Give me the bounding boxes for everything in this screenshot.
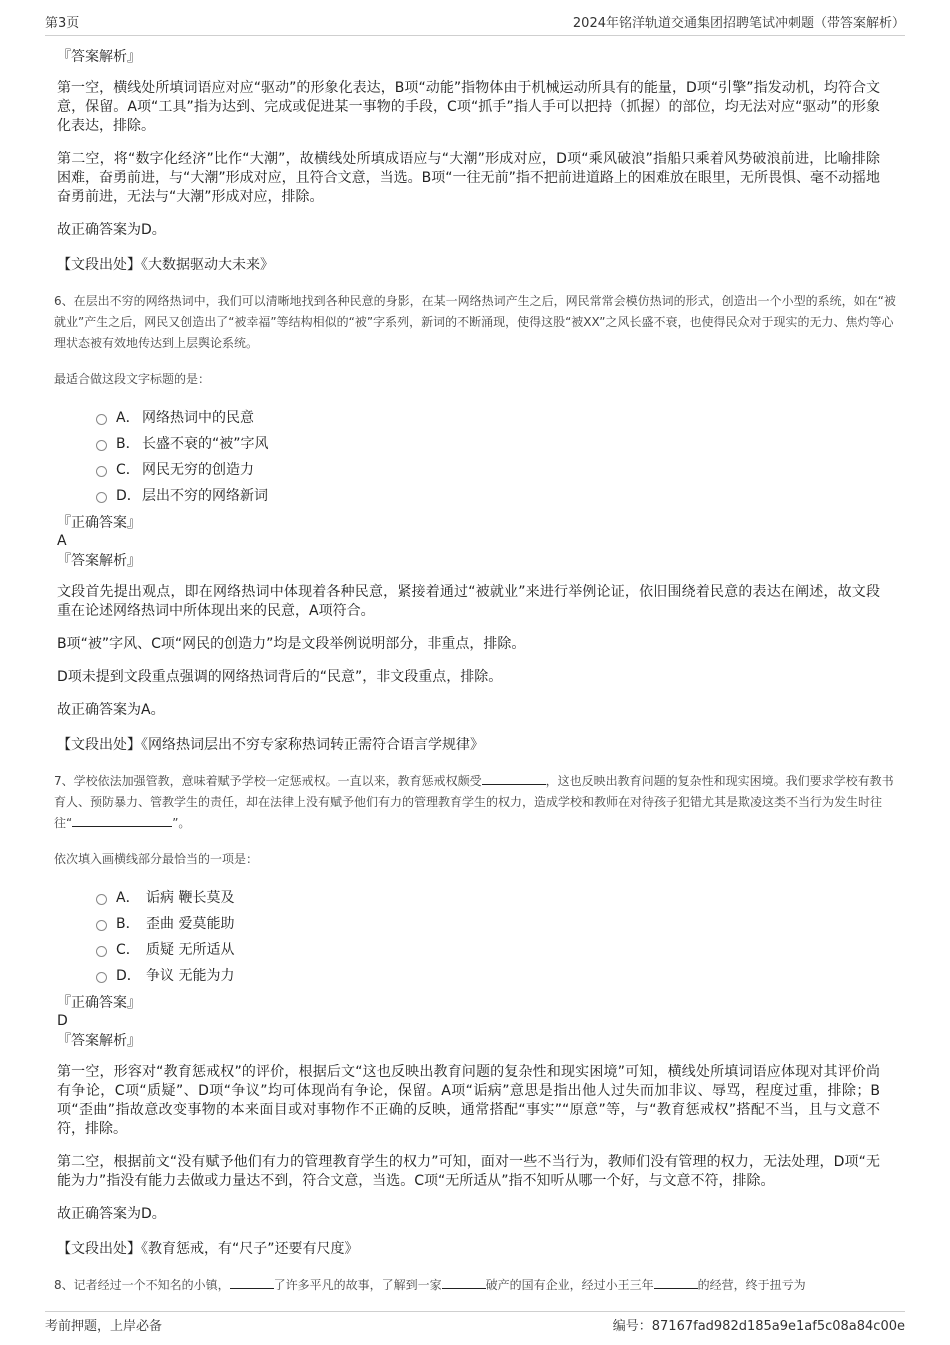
fill-blank (442, 1276, 486, 1289)
q6-correct-label: 『正确答案』 (57, 515, 141, 531)
option-letter: B． (116, 436, 140, 452)
radio-icon[interactable] (96, 414, 107, 425)
q8-text-part2: 了许多平凡的故事，了解到一家 (273, 1278, 442, 1292)
q5-analysis-p2: 第二空，将“数字化经济”比作“大潮”，故横线处所填成语应与“大潮”形成对应，D项“乘风破浪”指船只乘着风势破浪前进，比喻排除困难，奋勇前进，与“大潮”形成对应，且符合文意，当选。B项“一往无前”指不把前进道路上的困难放在眼里，无所畏惧、毫不动摇地奋勇前进，无法与“大潮”形成对应，排除。 (57, 151, 880, 205)
q5-source: 【文段出处】《大数据驱动大未来》 (57, 257, 274, 273)
q6-text: 6、在层出不穷的网络热词中，我们可以清晰地找到各种民意的身影，在某一网络热词产生之后，网民常常会模仿热词的形式，创造出一个小型的系统，如在“被就业”产生之后，网民又创造出了“被幸福”等结构相似的“被”字系列，新词的不断涌现，使得这股“被XX”之风长盛不衰，也使得民众对于现实的无力、焦灼等心理状态被有效地传达到上层舆论系统。 (54, 294, 896, 350)
q7-text-part1: 7、学校依法加强管教，意味着赋予学校一定惩戒权。一直以来，教育惩戒权颇受 (54, 774, 482, 788)
q6-option-c[interactable] (96, 456, 900, 482)
q7-source: 【文段出处】《教育惩戒，有“尺子”还要有尺度》 (57, 1241, 359, 1257)
q5-analysis-p1: 第一空，横线处所填词语应对应“驱动”的形象化表达，B项“动能”指物体由于机械运动所具有的能量，D项“引擎”指发动机，均符合文意，保留。A项“工具”指为达到、完成或促进某一事物的手段，C项“抓手”指人手可以把持（抓握）的部位，均无法对应“驱动”的形象化表达，排除。 (57, 80, 880, 134)
main-content (54, 46, 900, 1296)
q6-source: 【文段出处】《网络热词层出不穷专家称热词转正需符合语言学规律》 (57, 737, 484, 753)
page-number: 第3页 (45, 16, 80, 31)
fill-blank (654, 1276, 698, 1289)
q6-analysis-p1: 文段首先提出观点，即在网络热词中体现着各种民意，紧接着通过“被就业”来进行举例论证，依旧围绕着民意的表达在阐述，故文段重在论述网络热词中所体现出来的民意，A项符合。 (57, 584, 880, 619)
footer-slogan: 考前押题，上岸必备 (45, 1319, 163, 1334)
option-letter: C． (116, 942, 140, 958)
q6-analysis-p3: D项未提到文段重点强调的网络热词背后的“民意”，非文段重点，排除。 (57, 669, 503, 685)
q7-text (54, 771, 900, 834)
q8-text (54, 1275, 900, 1296)
q7-text-part2: ，这也反映出教育问题的复杂性和现实困境。我们要求学校有教书育人、预防暴力、管教学生的责任，却在法律上没有赋予他们有力的管理教育学生的权力，造成学校和教师在对待孩子犯错尤其是欺凌这类不当行为发生时往往“ (54, 774, 894, 830)
q7-option-c[interactable] (96, 936, 900, 962)
page-footer (45, 1311, 905, 1334)
page-header (45, 12, 905, 36)
q8-text-part1: 8、记者经过一个不知名的小镇， (54, 1278, 230, 1292)
q6-analysis-p2: B项“被”字风、C项“网民的创造力”均是文段举例说明部分，非重点，排除。 (57, 636, 526, 652)
option-text: 层出不穷的网络新词 (142, 488, 268, 504)
q7-analysis-label: 『答案解析』 (57, 1033, 141, 1049)
q8-text-part4: 的经营，终于扭亏为 (697, 1278, 806, 1292)
q5-conclusion: 故正确答案为D。 (57, 222, 166, 238)
q7-prompt: 依次填入画横线部分最恰当的一项是： (54, 852, 259, 866)
option-text: 质疑 无所适从 (146, 942, 235, 958)
option-text: 网民无穷的创造力 (142, 462, 254, 478)
option-text: 争议 无能为力 (146, 968, 235, 984)
radio-icon[interactable] (96, 894, 107, 905)
option-letter: D． (116, 488, 141, 504)
q6-analysis-label: 『答案解析』 (57, 553, 141, 569)
q7-option-a[interactable] (96, 884, 900, 910)
q6-option-b[interactable] (96, 430, 900, 456)
q8-text-part3: 破产的国有企业，经过小王三年 (485, 1278, 654, 1292)
q6-prompt: 最适合做这段文字标题的是： (54, 372, 211, 386)
radio-icon[interactable] (96, 492, 107, 503)
q7-correct-answer: D (57, 1013, 68, 1029)
fill-blank (230, 1276, 274, 1289)
q7-option-b[interactable] (96, 910, 900, 936)
q6-options (96, 404, 900, 508)
radio-icon[interactable] (96, 920, 107, 931)
option-letter: A． (116, 890, 140, 906)
document-id: 编号：87167fad982d185a9e1af5c08a84c00e (612, 1319, 905, 1334)
option-letter: C． (116, 462, 140, 478)
fill-blank (482, 772, 546, 785)
option-text: 歪曲 爱莫能助 (146, 916, 235, 932)
option-text: 长盛不衰的“被”字风 (142, 436, 269, 452)
option-letter: A． (116, 410, 140, 426)
q5-analysis-label: 『答案解析』 (57, 49, 141, 65)
q7-analysis-p1: 第一空，形容对“教育惩戒权”的评价，根据后文“这也反映出教育问题的复杂性和现实困境”可知，横线处所填词语应体现对其评价尚有争论，C项“质疑”、D项“争议”均可体现尚有争论，保留。A项“诟病”意思是指出他人过失而加非议、辱骂，程度过重，排除；B项“歪曲”指故意改变事物的本来面目或对事物作不正确的反映，通常搭配“事实”“原意”等，与“教育惩戒权”搭配不当，且与文意不符，排除。 (57, 1064, 880, 1137)
option-text: 诟病 鞭长莫及 (146, 890, 235, 906)
radio-icon[interactable] (96, 440, 107, 451)
q6-option-a[interactable] (96, 404, 900, 430)
q7-analysis-p2: 第二空，根据前文“没有赋予他们有力的管理教育学生的权力”可知，面对一些不当行为，教师们没有管理的权力，无法处理，D项“无能为力”指没有能力去做或力量达不到，符合文意，当选。C项“无所适从”指不知听从哪一个好，与文意不符，排除。 (57, 1154, 880, 1189)
radio-icon[interactable] (96, 946, 107, 957)
radio-icon[interactable] (96, 466, 107, 477)
document-title: 2024年铭洋轨道交通集团招聘笔试冲刺题（带答案解析） (572, 16, 905, 31)
fill-blank (72, 814, 172, 827)
option-letter: D． (116, 968, 141, 984)
q7-options (96, 884, 900, 988)
q7-option-d[interactable] (96, 962, 900, 988)
q6-correct-answer: A (57, 533, 67, 549)
q7-correct-label: 『正确答案』 (57, 995, 141, 1011)
option-letter: B． (116, 916, 140, 932)
q7-conclusion: 故正确答案为D。 (57, 1206, 166, 1222)
q7-text-part3: ”。 (172, 816, 191, 830)
option-text: 网络热词中的民意 (142, 410, 254, 426)
radio-icon[interactable] (96, 972, 107, 983)
q6-option-d[interactable] (96, 482, 900, 508)
q6-conclusion: 故正确答案为A。 (57, 702, 165, 718)
